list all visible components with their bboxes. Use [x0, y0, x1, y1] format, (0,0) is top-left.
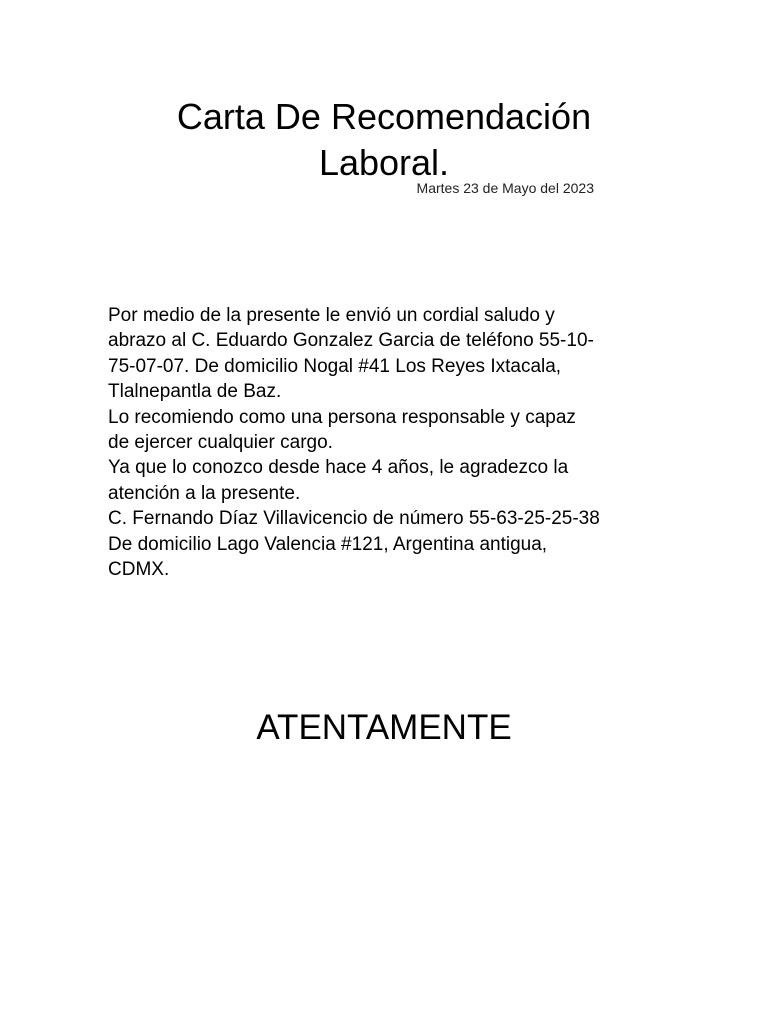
- document-date: Martes 23 de Mayo del 2023: [416, 180, 594, 196]
- body-line: de ejercer cualquier cargo.: [108, 432, 333, 454]
- title-line-2: Laboral.: [318, 142, 450, 183]
- body-line: atención a la presente.: [108, 482, 301, 504]
- title-line-1: Carta De Recomendación: [176, 96, 592, 137]
- body-line: Por medio de la presente le envió un cordial saludo y: [108, 305, 555, 326]
- letter-body: [108, 303, 708, 582]
- closing-signoff: ATENTAMENTE: [256, 708, 512, 747]
- body-line: Lo recomiendo como una persona responsable y capaz: [108, 406, 576, 428]
- body-line: 75-07-07. De domicilio Nogal #41 Los Reyes Ixtacala,: [108, 355, 562, 377]
- body-line: CDMX.: [108, 559, 170, 581]
- body-line: Ya que lo conozco desde hace 4 años, le agradezco la: [108, 457, 569, 479]
- body-line: abrazo al C. Eduardo Gonzalez Garcia de teléfono 55-10-: [108, 330, 594, 352]
- body-line: De domicilio Lago Valencia #121, Argentina antigua,: [108, 533, 548, 555]
- body-line: C. Fernando Díaz Villavicencio de número 55-63-25-25-38: [108, 508, 600, 530]
- document-title: [84, 94, 684, 186]
- body-line: Tlalnepantla de Baz.: [108, 381, 282, 403]
